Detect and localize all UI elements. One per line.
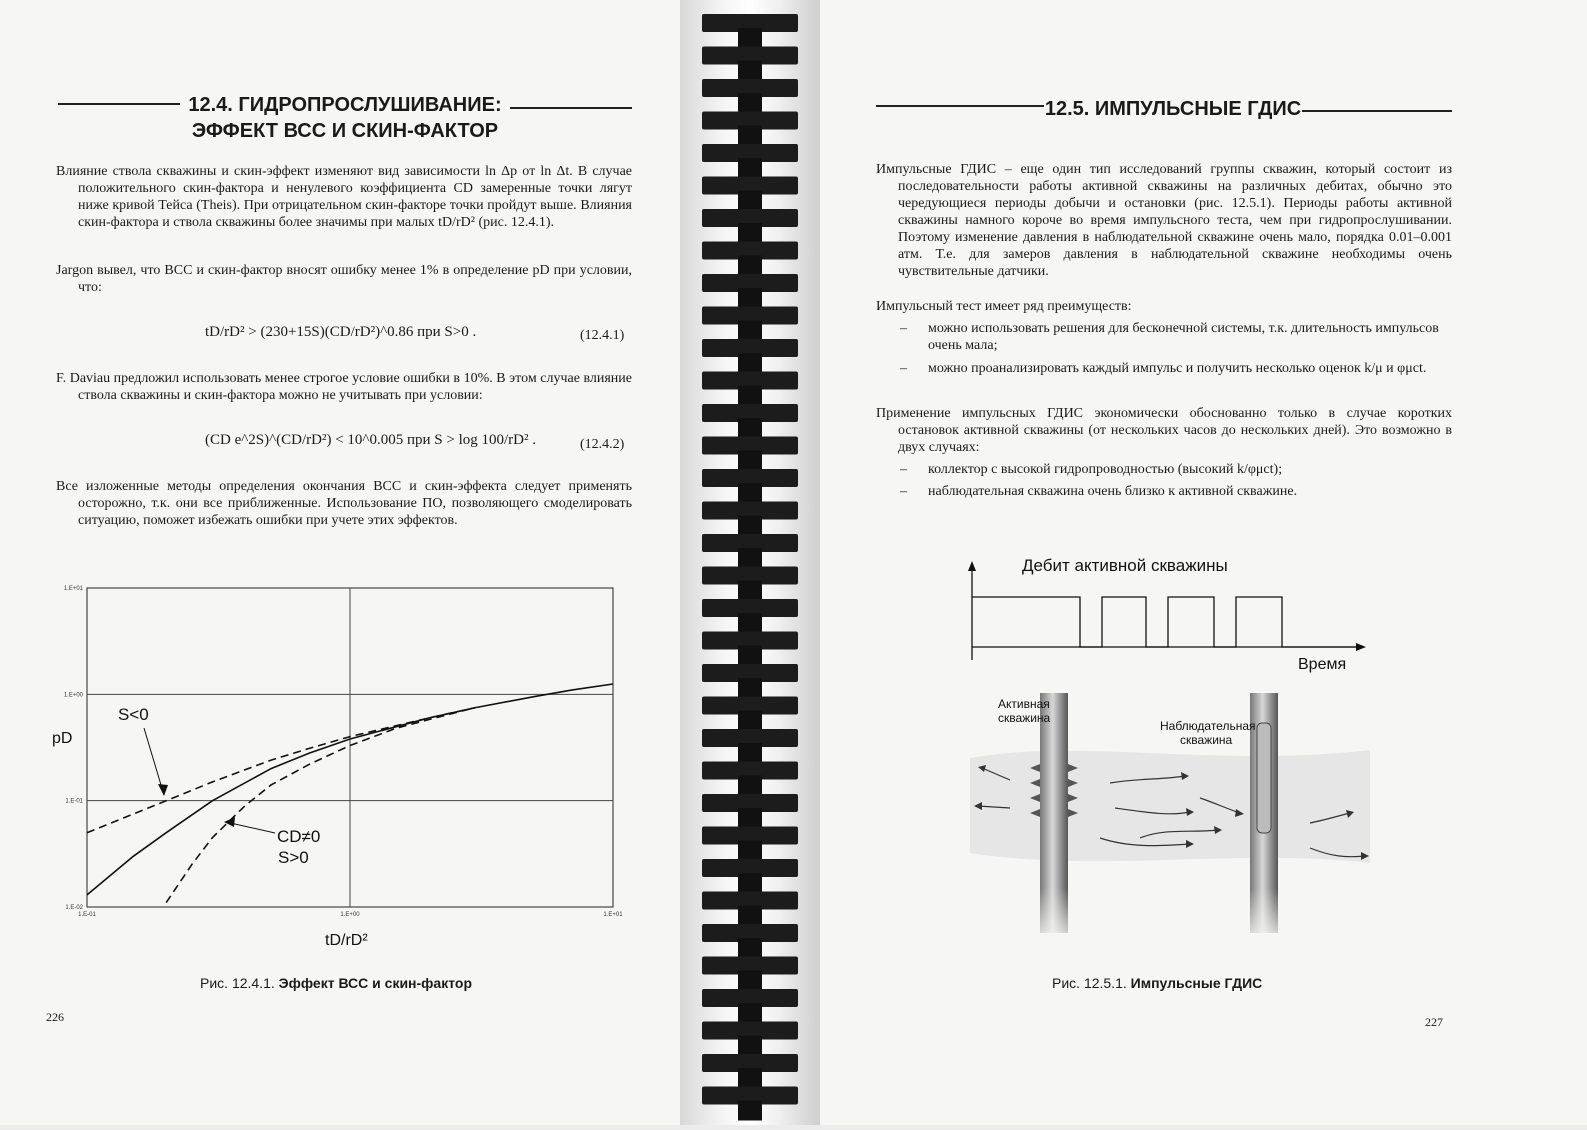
section-heading-right: 12.5. ИМПУЛЬСНЫЕ ГДИС [1044, 98, 1302, 120]
binding-connector [738, 873, 762, 893]
caption-prefix: Рис. 12.4.1. [200, 975, 275, 991]
figure-caption-right [1052, 975, 1262, 991]
binding-connector [738, 223, 762, 243]
binding-connector [738, 938, 762, 958]
figure-caption-left [200, 975, 472, 991]
binding-connector [738, 548, 762, 568]
chart-grid [87, 588, 613, 907]
paragraph-2: Jargon вывел, что ВСС и скин-фактор вносят ошибку менее 1% в определение pD при условии, что: [56, 263, 632, 295]
heading-rule-right-r [1302, 110, 1452, 112]
bullet-2: – можно проанализировать каждый импульс и получить несколько оценок k/μ и φμct. [900, 361, 1427, 376]
y-tick-label: 1.E+00 [63, 692, 83, 699]
bullet-1: – можно использовать решения для бесконечной системы, т.к. длительность импульсов очень мала; [900, 321, 1439, 353]
binding-connector [738, 126, 762, 146]
binding-connector [738, 1068, 762, 1088]
binding-connector [738, 841, 762, 861]
caption-prefix-r: Рис. 12.5.1. [1052, 975, 1127, 991]
right-page [820, 0, 1587, 1125]
bottom-fade [960, 888, 1380, 948]
binding-connector [738, 418, 762, 438]
section-heading [180, 92, 510, 144]
equation-number-2: (12.4.2) [580, 437, 625, 452]
equation-number-1: (12.4.1) [580, 328, 625, 343]
heading-rule-left [58, 103, 180, 105]
paragraph-r3: Применение импульсных ГДИС экономически обоснованно только в случае коротких остановок активной скважины (от нескольких часов до нескольких дней). Это возможно в двух случаях: [876, 406, 1452, 455]
binding-connector [738, 353, 762, 373]
caption-title: Эффект ВСС и скин-фактор [278, 975, 472, 991]
binding-connector [738, 1101, 762, 1121]
binding-connector [738, 321, 762, 341]
paragraph-r2: Импульсный тест имеет ряд преимуществ: [876, 299, 1132, 314]
binding-connector [738, 743, 762, 763]
binding-connector [738, 386, 762, 406]
paragraph-3: F. Daviau предложил использовать менее строгое условие ошибки в 10%. В этом случае влияние ствола скважины и скин-фактора можно не учитывать при условии: [56, 371, 632, 403]
binding-connector [738, 93, 762, 113]
annotation-s-negative: S<0 [118, 705, 149, 724]
obs-well-label-1: Наблюдательная [1160, 719, 1256, 733]
x-tick-label: 1.E+00 [340, 912, 360, 918]
binding-connector [738, 516, 762, 536]
formula-12-4-2: (CD e^2S)^(CD/rD²) < 10^0.005 при S > log 100/rD² . [205, 432, 536, 448]
reservoir-layer [970, 750, 1370, 863]
pulse-rate-diagram [960, 555, 1380, 675]
heading-line1: 12.4. ГИДРОПРОСЛУШИВАНИЕ: [188, 94, 502, 116]
binding-connector [738, 906, 762, 926]
formula-12-4-1: tD/rD² > (230+15S)(CD/rD²)^0.86 при S>0 . [205, 324, 477, 340]
binding-connector [738, 613, 762, 633]
paragraph-r1: Импульсные ГДИС – еще один тип исследований группы скважин, который состоит из последовательности работы активной скважины на различных дебитах, обычно это чередующиеся периоды добычи и остановки (рис. 12.5.1). Периоды работы активной скважины намного короче во время импульсного теста, чем при гидропрослушивании. Поэтому изменение давления в наблюдательной скважине очень мало, порядка 0.01–0.001 атм. Т.е. для замеров давления в наблюдательной скважине необходимы очень чувствительные датчики. [876, 162, 1452, 279]
binding-connector [738, 808, 762, 828]
y-axis-label: pD [52, 730, 73, 747]
binding-connector [738, 581, 762, 601]
annotation-s-positive: S>0 [278, 848, 309, 867]
binding-connector [738, 191, 762, 211]
bullet-3: – коллектор с высокой гидропроводностью (высокий k/φμct); [900, 462, 1283, 477]
page-number-right: 227 [1425, 1015, 1443, 1029]
binding-connector [738, 483, 762, 503]
y-tick-label: 1.E+01 [63, 586, 83, 592]
heading-rule-left-r [876, 105, 1044, 107]
y-tick-label: 1.E-01 [65, 798, 83, 805]
binding-connector [738, 711, 762, 731]
wells-diagram [960, 688, 1380, 948]
chart-ticks [64, 586, 623, 918]
spiral-binding [680, 0, 820, 1125]
x-tick-label: 1.E+01 [603, 912, 623, 918]
binding-connector [738, 776, 762, 796]
diagram-time-label: Время [1298, 656, 1347, 673]
binding-connector [738, 971, 762, 991]
obs-well-label-2: скважина [1180, 733, 1233, 747]
caption-title-r: Импульсные ГДИС [1130, 975, 1263, 991]
active-well-label-2: скважина [998, 711, 1051, 725]
active-well-label-1: Активная [998, 697, 1050, 711]
x-axis-label: tD/rD² [325, 932, 368, 949]
arrow-head-s-negative [158, 784, 168, 796]
page-number-left: 226 [46, 1010, 64, 1024]
heading-line2: ЭФФЕКТ ВСС И СКИН-ФАКТОР [191, 120, 499, 142]
binding-connector [738, 1003, 762, 1023]
series-line-2 [87, 708, 476, 833]
series-line-3 [166, 708, 475, 903]
binding-connector [738, 451, 762, 471]
left-page [0, 0, 680, 1125]
binding-connector [738, 256, 762, 276]
rate-axis-y-arrow [968, 561, 976, 571]
binding-connector [738, 288, 762, 308]
binding-coils [680, 0, 820, 1125]
pressure-gauge [1257, 723, 1271, 833]
heading-rule-right [510, 107, 632, 109]
annotation-cd: CD≠0 [277, 827, 321, 846]
binding-connector [738, 646, 762, 666]
paragraph-1: Влияние ствола скважины и скин-эффект изменяют вид зависимости ln Δp от ln Δt. В случае положительного скин-фактора и ненулевого коэффициента CD замеренные точки лягут ниже кривой Тейса (Theis). При отрицательном скин-факторе точки пройдут выше. Влияния скин-фактора и ствола скважины более значимы при малых tD/rD² (рис. 12.4.1). [56, 164, 632, 230]
binding-connector [738, 1036, 762, 1056]
y-tick-label: 1.E-02 [65, 905, 83, 911]
binding-connector [738, 158, 762, 178]
binding-connector [738, 28, 762, 48]
x-tick-label: 1.E-01 [78, 912, 96, 918]
bullet-4: – наблюдательная скважина очень близко к активной скважине. [900, 484, 1298, 499]
binding-connector [738, 678, 762, 698]
paragraph-4: Все изложенные методы определения окончания ВСС и скин-эффекта следует применять осторожно, т.к. они все приближенные. Использование ПО, позволяющего смоделировать ситуацию, поможет избежать ошибки при учете этих эффектов. [56, 479, 632, 528]
binding-connector [738, 61, 762, 81]
type-curve-chart [30, 570, 630, 960]
diagram-title: Дебит активной скважины [1022, 556, 1228, 575]
pulse-rate-curve [972, 597, 1360, 647]
